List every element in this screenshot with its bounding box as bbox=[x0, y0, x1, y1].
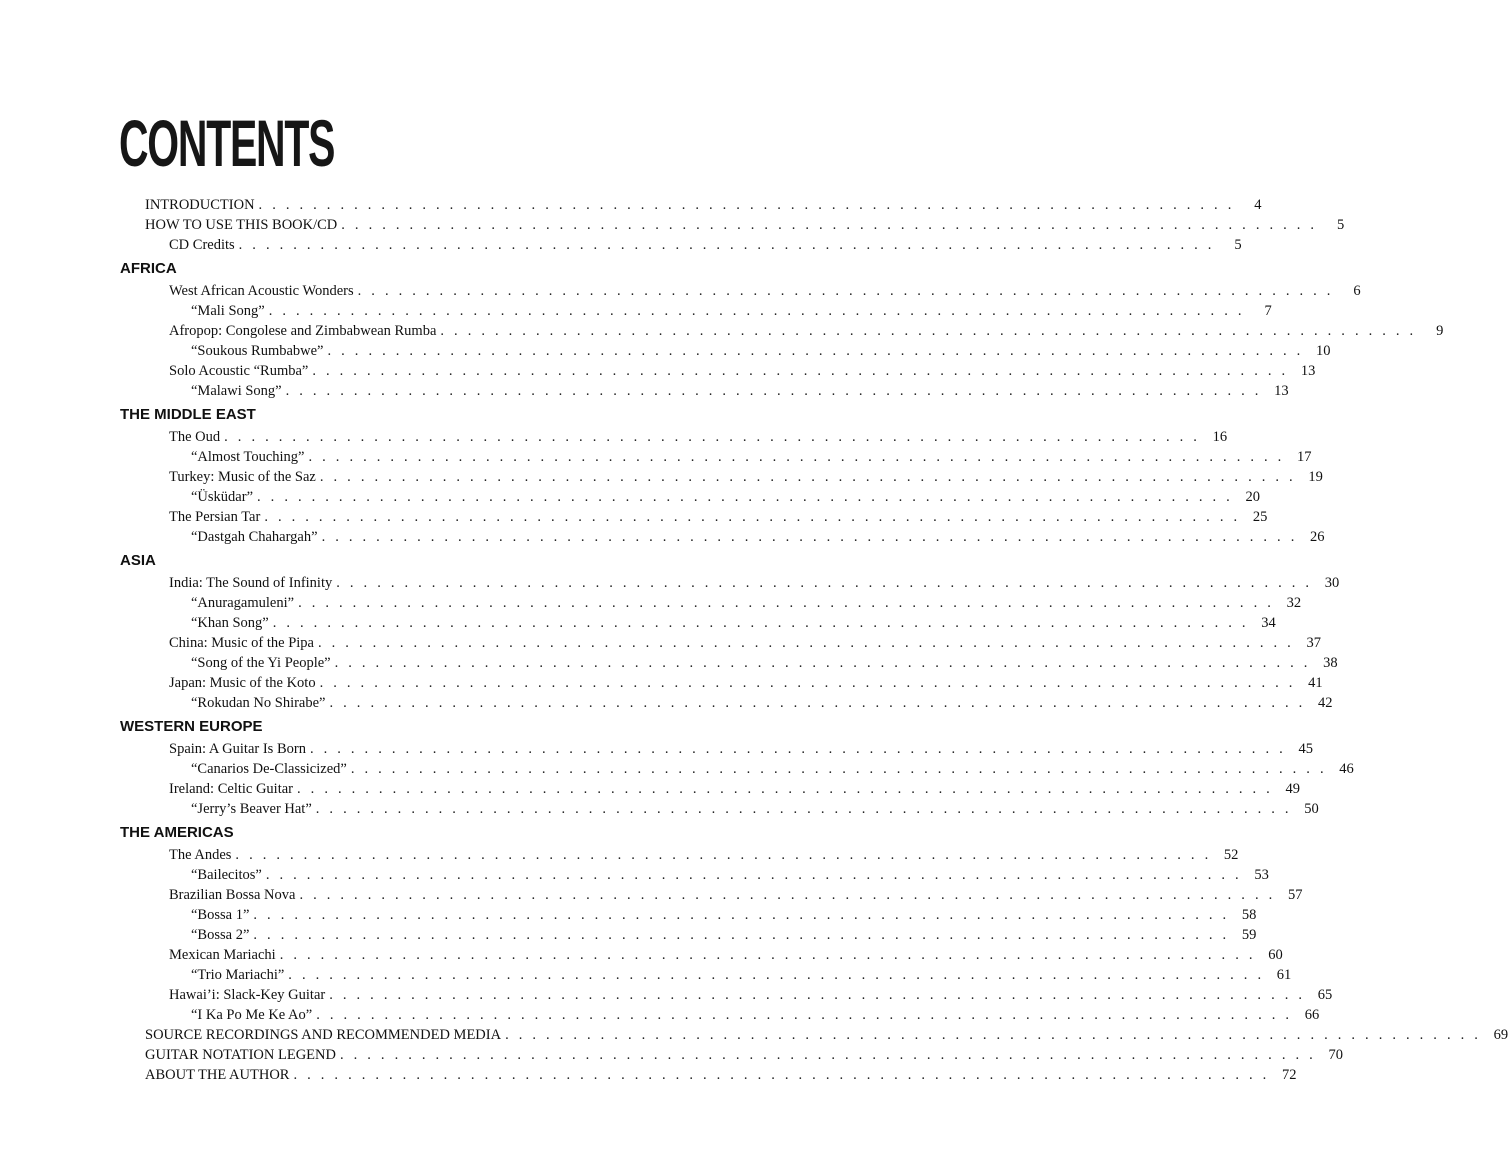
dot-leader: . . . . . . . . . . . . . . . . . . . . . . . . . . . . . . . . . . . . . . . . . . . . . . . . . . . . . . . . . . . . . . . . . . . . . . . . bbox=[327, 343, 1304, 359]
toc-entry-title: “Canarios De-Classicized” bbox=[191, 761, 347, 777]
toc-page-number: 10 bbox=[1315, 343, 1331, 359]
toc-entry-title: Spain: A Guitar Is Born bbox=[169, 741, 306, 757]
toc-entry[interactable] bbox=[0, 905, 1257, 925]
dot-leader: . . . . . . . . . . . . . . . . . . . . . . . . . . . . . . . . . . . . . . . . . . . . . . . . . . . . . . . . . . . . . . . . . . . . . . . . bbox=[318, 635, 1294, 651]
toc-page-number: 45 bbox=[1298, 741, 1313, 757]
toc-entry-title: “Mali Song” bbox=[191, 303, 265, 319]
toc-entry-title: SOURCE RECORDINGS AND RECOMMENDED MEDIA bbox=[145, 1027, 502, 1043]
toc-entry[interactable] bbox=[0, 381, 1289, 401]
toc-entry-title: “Trio Mariachi” bbox=[191, 967, 285, 983]
dot-leader: . . . . . . . . . . . . . . . . . . . . . . . . . . . . . . . . . . . . . . . . . . . . . . . . . . . . . . . . . . . . . . . . . . . . . . . . bbox=[315, 801, 1292, 817]
dot-leader: . . . . . . . . . . . . . . . . . . . . . . . . . . . . . . . . . . . . . . . . . . . . . . . . . . . . . . . . . . . . . . . . . . . . . . . . bbox=[440, 323, 1417, 339]
toc-entry[interactable] bbox=[0, 1065, 1297, 1085]
toc-page-number: 70 bbox=[1328, 1047, 1343, 1063]
dot-leader: . . . . . . . . . . . . . . . . . . . . . . . . . . . . . . . . . . . . . . . . . . . . . . . . . . . . . . . . . . . . . . . . . . . . . . . . bbox=[238, 237, 1215, 253]
toc-entry[interactable] bbox=[0, 845, 1239, 865]
toc-page-number: 50 bbox=[1304, 801, 1319, 817]
toc-entry-title: “I Ka Po Me Ke Ao” bbox=[191, 1007, 313, 1023]
dot-leader: . . . . . . . . . . . . . . . . . . . . . . . . . . . . . . . . . . . . . . . . . . . . . . . . . . . . . . . . . . . . . . . . . . . . . . . . bbox=[279, 947, 1256, 963]
toc-page-number: 42 bbox=[1317, 695, 1333, 711]
toc-entry[interactable] bbox=[0, 759, 1354, 779]
toc-entry[interactable] bbox=[0, 321, 1444, 341]
dot-leader: . . . . . . . . . . . . . . . . . . . . . . . . . . . . . . . . . . . . . . . . . . . . . . . . . . . . . . . . . . . . . . . . . . . . . . . . bbox=[264, 509, 1241, 525]
toc-page-number: 13 bbox=[1300, 363, 1316, 379]
toc-entry-title: ABOUT THE AUTHOR bbox=[145, 1067, 290, 1083]
toc-page-number: 58 bbox=[1241, 907, 1257, 923]
toc-entry-title: China: Music of the Pipa bbox=[169, 635, 314, 651]
toc-entry[interactable] bbox=[0, 527, 1325, 547]
toc-entry[interactable] bbox=[0, 885, 1303, 905]
section-heading: AFRICA bbox=[120, 260, 177, 277]
dot-leader: . . . . . . . . . . . . . . . . . . . . . . . . . . . . . . . . . . . . . . . . . . . . . . . . . . . . . . . . . . . . . . . . . . . . . . . . bbox=[321, 529, 1298, 545]
dot-leader: . . . . . . . . . . . . . . . . . . . . . . . . . . . . . . . . . . . . . . . . . . . . . . . . . . . . . . . . . . . . . . . . . . . . . . . . bbox=[336, 575, 1313, 591]
toc-entry[interactable] bbox=[0, 573, 1340, 593]
toc-page-number: 30 bbox=[1324, 575, 1340, 591]
toc-entry-title: “Almost Touching” bbox=[191, 449, 305, 465]
toc-page-number: 16 bbox=[1212, 429, 1228, 445]
toc-entry[interactable] bbox=[0, 965, 1292, 985]
toc-page-number: 20 bbox=[1245, 489, 1260, 505]
dot-leader: . . . . . . . . . . . . . . . . . . . . . . . . . . . . . . . . . . . . . . . . . . . . . . . . . . . . . . . . . . . . . . . . . . . . . . . . bbox=[308, 449, 1285, 465]
dot-leader: . . . . . . . . . . . . . . . . . . . . . . . . . . . . . . . . . . . . . . . . . . . . . . . . . . . . . . . . . . . . . . . . . . . . . . . . bbox=[235, 847, 1212, 863]
toc-page-number: 5 bbox=[1337, 217, 1345, 233]
toc-entry[interactable] bbox=[0, 985, 1333, 1005]
toc-entry-title: “Soukous Rumbabwe” bbox=[191, 343, 324, 359]
toc-entry-title: Turkey: Music of the Saz bbox=[169, 469, 316, 485]
toc-page-number: 5 bbox=[1234, 237, 1242, 253]
toc-entry[interactable] bbox=[0, 613, 1276, 633]
toc-entry[interactable] bbox=[0, 447, 1312, 467]
toc-page-number: 65 bbox=[1317, 987, 1333, 1003]
toc-entry[interactable] bbox=[0, 633, 1321, 653]
section-heading: THE AMERICAS bbox=[120, 824, 234, 841]
toc-entry[interactable] bbox=[0, 593, 1302, 613]
toc-entry[interactable] bbox=[0, 507, 1268, 527]
dot-leader: . . . . . . . . . . . . . . . . . . . . . . . . . . . . . . . . . . . . . . . . . . . . . . . . . . . . . . . . . . . . . . . . . . . . . . . . bbox=[334, 655, 1311, 671]
toc-entry[interactable] bbox=[0, 341, 1331, 361]
dot-leader: . . . . . . . . . . . . . . . . . . . . . . . . . . . . . . . . . . . . . . . . . . . . . . . . . . . . . . . . . . . . . . . . . . . . . . . . bbox=[265, 867, 1242, 883]
toc-entry[interactable] bbox=[0, 1005, 1320, 1025]
dot-leader: . . . . . . . . . . . . . . . . . . . . . . . . . . . . . . . . . . . . . . . . . . . . . . . . . . . . . . . . . . . . . . . . . . . . . . . . bbox=[341, 217, 1318, 233]
dot-leader: . . . . . . . . . . . . . . . . . . . . . . . . . . . . . . . . . . . . . . . . . . . . . . . . . . . . . . . . . . . . . . . . . . . . . . . . bbox=[297, 781, 1273, 797]
toc-page-number: 37 bbox=[1306, 635, 1321, 651]
dot-leader: . . . . . . . . . . . . . . . . . . . . . . . . . . . . . . . . . . . . . . . . . . . . . . . . . . . . . . . . . . . . . . . . . . . . . . . . bbox=[319, 469, 1296, 485]
toc-entry-title: “Malawi Song” bbox=[191, 383, 282, 399]
toc-page-number: 69 bbox=[1493, 1027, 1508, 1043]
toc-page-number: 49 bbox=[1285, 781, 1300, 797]
toc-entry-title: Japan: Music of the Koto bbox=[169, 675, 316, 691]
toc-entry-title: “Khan Song” bbox=[191, 615, 269, 631]
dot-leader: . . . . . . . . . . . . . . . . . . . . . . . . . . . . . . . . . . . . . . . . . . . . . . . . . . . . . . . . . . . . . . . . . . . . . . . . bbox=[257, 489, 1233, 505]
toc-page-number: 41 bbox=[1308, 675, 1323, 691]
toc-entry[interactable] bbox=[0, 1045, 1343, 1065]
toc-page-number: 13 bbox=[1274, 383, 1289, 399]
toc-entry-title: Hawai’i: Slack-Key Guitar bbox=[169, 987, 326, 1003]
toc-page-number: 53 bbox=[1254, 867, 1269, 883]
toc-page-number: 57 bbox=[1287, 887, 1303, 903]
toc-entry-title: INTRODUCTION bbox=[145, 197, 255, 213]
toc-entry-title: Afropop: Congolese and Zimbabwean Rumba bbox=[169, 323, 437, 339]
dot-leader: . . . . . . . . . . . . . . . . . . . . . . . . . . . . . . . . . . . . . . . . . . . . . . . . . . . . . . . . . . . . . . . . . . . . . . . . bbox=[319, 675, 1296, 691]
toc-entry-title: Brazilian Bossa Nova bbox=[169, 887, 296, 903]
toc-page-number: 7 bbox=[1264, 303, 1272, 319]
toc-entry[interactable] bbox=[0, 673, 1323, 693]
toc-entry-title: “Song of the Yi People” bbox=[191, 655, 331, 671]
dot-leader: . . . . . . . . . . . . . . . . . . . . . . . . . . . . . . . . . . . . . . . . . . . . . . . . . . . . . . . . . . . . . . . . . . . . . . . . bbox=[253, 927, 1230, 943]
toc-entry-title: West African Acoustic Wonders bbox=[169, 283, 354, 299]
section-heading: THE MIDDLE EAST bbox=[120, 406, 256, 423]
toc-entry[interactable] bbox=[0, 693, 1333, 713]
toc-entry[interactable] bbox=[0, 799, 1319, 819]
dot-leader: . . . . . . . . . . . . . . . . . . . . . . . . . . . . . . . . . . . . . . . . . . . . . . . . . . . . . . . . . . . . . . . . . . . . . . . . bbox=[357, 283, 1334, 299]
toc-page-number: 38 bbox=[1323, 655, 1338, 671]
dot-leader: . . . . . . . . . . . . . . . . . . . . . . . . . . . . . . . . . . . . . . . . . . . . . . . . . . . . . . . . . . . . . . . . . . . . . . . . bbox=[312, 363, 1289, 379]
toc-entry-title: Solo Acoustic “Rumba” bbox=[169, 363, 309, 379]
toc-page-number: 46 bbox=[1339, 761, 1354, 777]
section-heading: WESTERN EUROPE bbox=[120, 718, 263, 735]
dot-leader: . . . . . . . . . . . . . . . . . . . . . . . . . . . . . . . . . . . . . . . . . . . . . . . . . . . . . . . . . . . . . . . . . . . . . . . . bbox=[272, 615, 1249, 631]
toc-entry[interactable] bbox=[0, 467, 1323, 487]
toc-page-number: 25 bbox=[1252, 509, 1268, 525]
toc-page-number: 17 bbox=[1296, 449, 1312, 465]
toc-entry-title: “Rokudan No Shirabe” bbox=[191, 695, 326, 711]
toc-entry[interactable] bbox=[0, 235, 1242, 255]
toc-entry-title: “Dastgah Chahargah” bbox=[191, 529, 318, 545]
toc-page-number: 4 bbox=[1254, 197, 1262, 213]
page-title: CONTENTS bbox=[119, 106, 335, 180]
toc-entry[interactable] bbox=[0, 1025, 1508, 1045]
dot-leader: . . . . . . . . . . . . . . . . . . . . . . . . . . . . . . . . . . . . . . . . . . . . . . . . . . . . . . . . . . . . . . . . . . . . . . . . bbox=[253, 907, 1230, 923]
toc-page-number: 34 bbox=[1261, 615, 1276, 631]
toc-entry-title: CD Credits bbox=[169, 237, 235, 253]
dot-leader: . . . . . . . . . . . . . . . . . . . . . . . . . . . . . . . . . . . . . . . . . . . . . . . . . . . . . . . . . . . . . . . . . . . . . . . . bbox=[339, 1047, 1316, 1063]
toc-page-number: 66 bbox=[1304, 1007, 1320, 1023]
dot-leader: . . . . . . . . . . . . . . . . . . . . . . . . . . . . . . . . . . . . . . . . . . . . . . . . . . . . . . . . . . . . . . . . . . . . . . . . bbox=[285, 383, 1262, 399]
toc-entry-title: “Jerry’s Beaver Hat” bbox=[191, 801, 312, 817]
toc-entry-title: “Bailecitos” bbox=[191, 867, 262, 883]
toc-entry-title: “Üsküdar” bbox=[191, 489, 254, 505]
toc-page-number: 6 bbox=[1353, 283, 1361, 299]
toc-entry-title: “Anuragamuleni” bbox=[191, 595, 295, 611]
dot-leader: . . . . . . . . . . . . . . . . . . . . . . . . . . . . . . . . . . . . . . . . . . . . . . . . . . . . . . . . . . . . . . . . . . . . . . . . bbox=[288, 967, 1265, 983]
toc-page-number: 72 bbox=[1281, 1067, 1297, 1083]
toc-entry-title: The Persian Tar bbox=[169, 509, 261, 525]
toc-entry-title: India: The Sound of Infinity bbox=[169, 575, 333, 591]
toc-entry[interactable] bbox=[0, 301, 1272, 321]
toc-page-number: 32 bbox=[1286, 595, 1302, 611]
toc-page-number: 60 bbox=[1268, 947, 1283, 963]
toc-entry[interactable] bbox=[0, 487, 1260, 507]
dot-leader: . . . . . . . . . . . . . . . . . . . . . . . . . . . . . . . . . . . . . . . . . . . . . . . . . . . . . . . . . . . . . . . . . . . . . . . . bbox=[299, 887, 1276, 903]
toc-page-number: 61 bbox=[1276, 967, 1292, 983]
dot-leader: . . . . . . . . . . . . . . . . . . . . . . . . . . . . . . . . . . . . . . . . . . . . . . . . . . . . . . . . . . . . . . . . . . . . . . . . bbox=[350, 761, 1327, 777]
dot-leader: . . . . . . . . . . . . . . . . . . . . . . . . . . . . . . . . . . . . . . . . . . . . . . . . . . . . . . . . . . . . . . . . . . . . . . . . bbox=[224, 429, 1201, 445]
dot-leader: . . . . . . . . . . . . . . . . . . . . . . . . . . . . . . . . . . . . . . . . . . . . . . . . . . . . . . . . . . . . . . . . . . . . . . . . bbox=[268, 303, 1245, 319]
toc-entry-title: GUITAR NOTATION LEGEND bbox=[145, 1047, 336, 1063]
toc-entry[interactable] bbox=[0, 427, 1228, 447]
dot-leader: . . . . . . . . . . . . . . . . . . . . . . . . . . . . . . . . . . . . . . . . . . . . . . . . . . . . . . . . . . . . . . . . . . . . . . . . bbox=[298, 595, 1275, 611]
toc-entry[interactable] bbox=[0, 945, 1283, 965]
dot-leader: . . . . . . . . . . . . . . . . . . . . . . . . . . . . . . . . . . . . . . . . . . . . . . . . . . . . . . . . . . . . . . . . . . . . . . . . bbox=[329, 695, 1306, 711]
toc-entry[interactable] bbox=[0, 195, 1262, 215]
section-heading: ASIA bbox=[120, 552, 156, 569]
toc-page-number: 59 bbox=[1241, 927, 1257, 943]
toc-entry-title: Mexican Mariachi bbox=[169, 947, 276, 963]
dot-leader: . . . . . . . . . . . . . . . . . . . . . . . . . . . . . . . . . . . . . . . . . . . . . . . . . . . . . . . . . . . . . . . . . . . . . . . . bbox=[258, 197, 1235, 213]
toc-page-number: 26 bbox=[1310, 529, 1325, 545]
toc-entry[interactable] bbox=[0, 653, 1338, 673]
toc-entry-title: The Andes bbox=[169, 847, 232, 863]
toc-entry-title: “Bossa 1” bbox=[191, 907, 250, 923]
dot-leader: . . . . . . . . . . . . . . . . . . . . . . . . . . . . . . . . . . . . . . . . . . . . . . . . . . . . . . . . . . . . . . . . . . . . . . . . bbox=[505, 1027, 1482, 1043]
toc-entry[interactable] bbox=[0, 739, 1313, 759]
dot-leader: . . . . . . . . . . . . . . . . . . . . . . . . . . . . . . . . . . . . . . . . . . . . . . . . . . . . . . . . . . . . . . . . . . . . . . . . bbox=[329, 987, 1306, 1003]
toc-entry[interactable] bbox=[0, 361, 1316, 381]
toc-entry-title: “Bossa 2” bbox=[191, 927, 250, 943]
toc-entry-title: HOW TO USE THIS BOOK/CD bbox=[145, 217, 338, 233]
dot-leader: . . . . . . . . . . . . . . . . . . . . . . . . . . . . . . . . . . . . . . . . . . . . . . . . . . . . . . . . . . . . . . . . . . . . . . . . bbox=[293, 1067, 1270, 1083]
table-of-contents bbox=[0, 195, 1508, 1085]
dot-leader: . . . . . . . . . . . . . . . . . . . . . . . . . . . . . . . . . . . . . . . . . . . . . . . . . . . . . . . . . . . . . . . . . . . . . . . . bbox=[316, 1007, 1293, 1023]
toc-entry[interactable] bbox=[0, 779, 1300, 799]
toc-page-number: 9 bbox=[1436, 323, 1444, 339]
toc-page-number: 19 bbox=[1308, 469, 1323, 485]
toc-entry-title: The Oud bbox=[169, 429, 221, 445]
toc-entry[interactable] bbox=[0, 925, 1257, 945]
toc-page-number: 52 bbox=[1223, 847, 1239, 863]
toc-entry[interactable] bbox=[0, 281, 1361, 301]
toc-entry[interactable] bbox=[0, 865, 1269, 885]
toc-entry-title: Ireland: Celtic Guitar bbox=[169, 781, 294, 797]
dot-leader: . . . . . . . . . . . . . . . . . . . . . . . . . . . . . . . . . . . . . . . . . . . . . . . . . . . . . . . . . . . . . . . . . . . . . . . . bbox=[309, 741, 1286, 757]
toc-entry[interactable] bbox=[0, 215, 1345, 235]
